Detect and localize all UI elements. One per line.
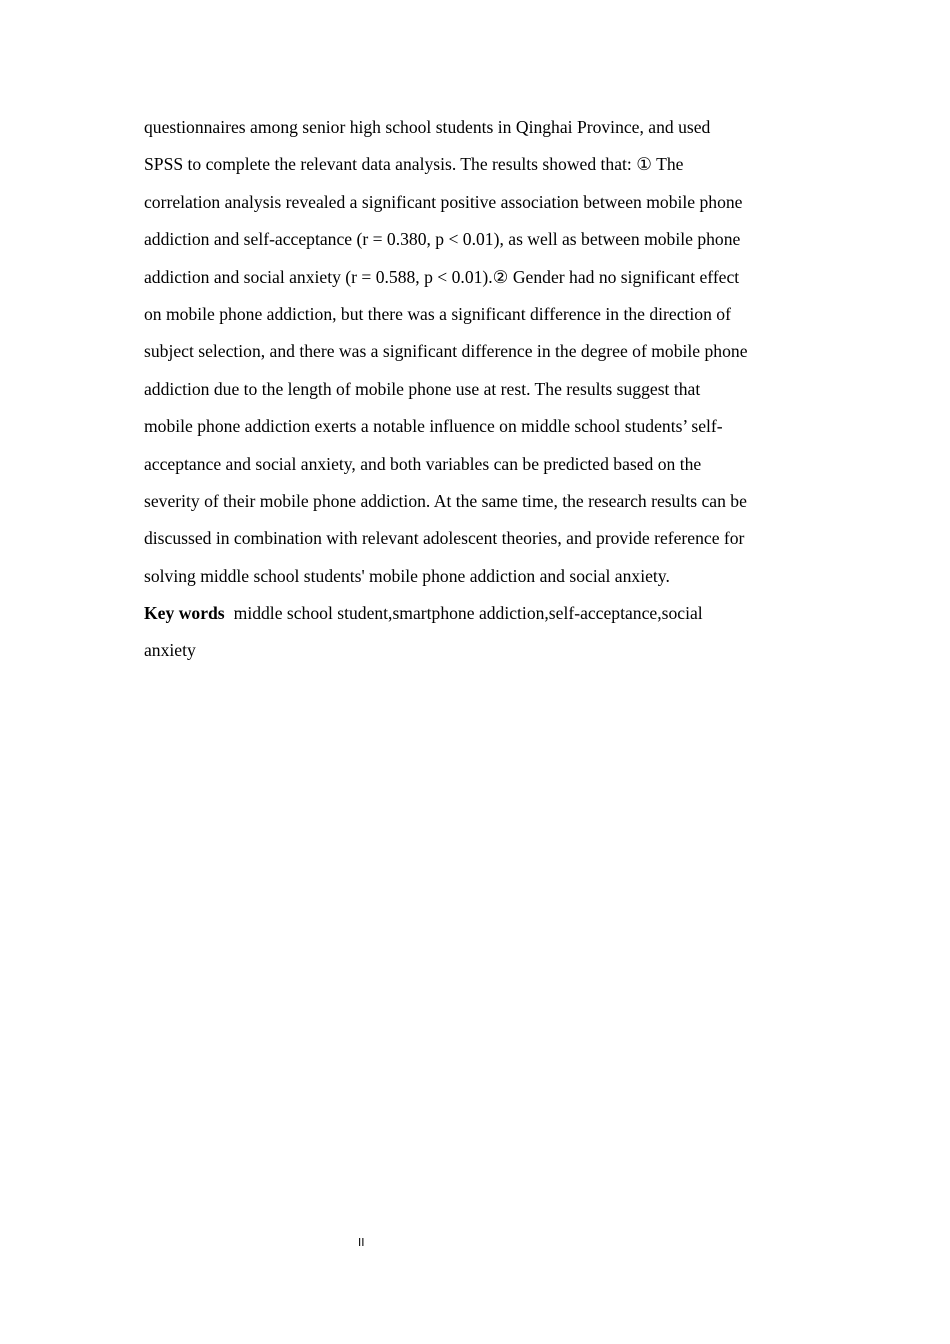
abstract-line: subject selection, and there was a significant difference in the degree of mobile phone (144, 341, 748, 362)
abstract-line: addiction and self-acceptance (r = 0.380, p < 0.01), as well as between mobile phone (144, 229, 741, 250)
abstract-line: severity of their mobile phone addiction. At the same time, the research results can be (144, 490, 747, 511)
abstract-line: questionnaires among senior high school students in Qinghai Province, and used (144, 117, 711, 137)
abstract-line: SPSS to complete the relevant data analysis. The results showed that: ① The (144, 154, 684, 175)
page-number: II (358, 1236, 365, 1249)
abstract-line: correlation analysis revealed a significant positive association between mobile phone (144, 191, 743, 212)
abstract-line: solving middle school students' mobile phone addiction and social anxiety. (144, 565, 670, 586)
abstract-line: discussed in combination with relevant adolescent theories, and provide reference for (144, 528, 745, 549)
abstract-line: addiction due to the length of mobile phone use at rest. The results suggest that (144, 378, 701, 399)
keywords-continuation: anxiety (144, 640, 196, 661)
abstract-line: mobile phone addiction exerts a notable influence on middle school students’ self- (144, 416, 723, 437)
keywords-line (144, 595, 806, 632)
keywords-values: middle school student,smartphone addiction,self-acceptance,social (233, 603, 703, 624)
keywords-label: Key words (144, 603, 225, 624)
abstract-line: addiction and social anxiety (r = 0.588, p < 0.01).② Gender had no significant effect (144, 266, 740, 287)
abstract-line: on mobile phone addiction, but there was a significant difference in the direction of (144, 303, 731, 324)
abstract-line: acceptance and social anxiety, and both variables can be predicted based on the (144, 453, 702, 474)
abstract-body (144, 109, 806, 670)
